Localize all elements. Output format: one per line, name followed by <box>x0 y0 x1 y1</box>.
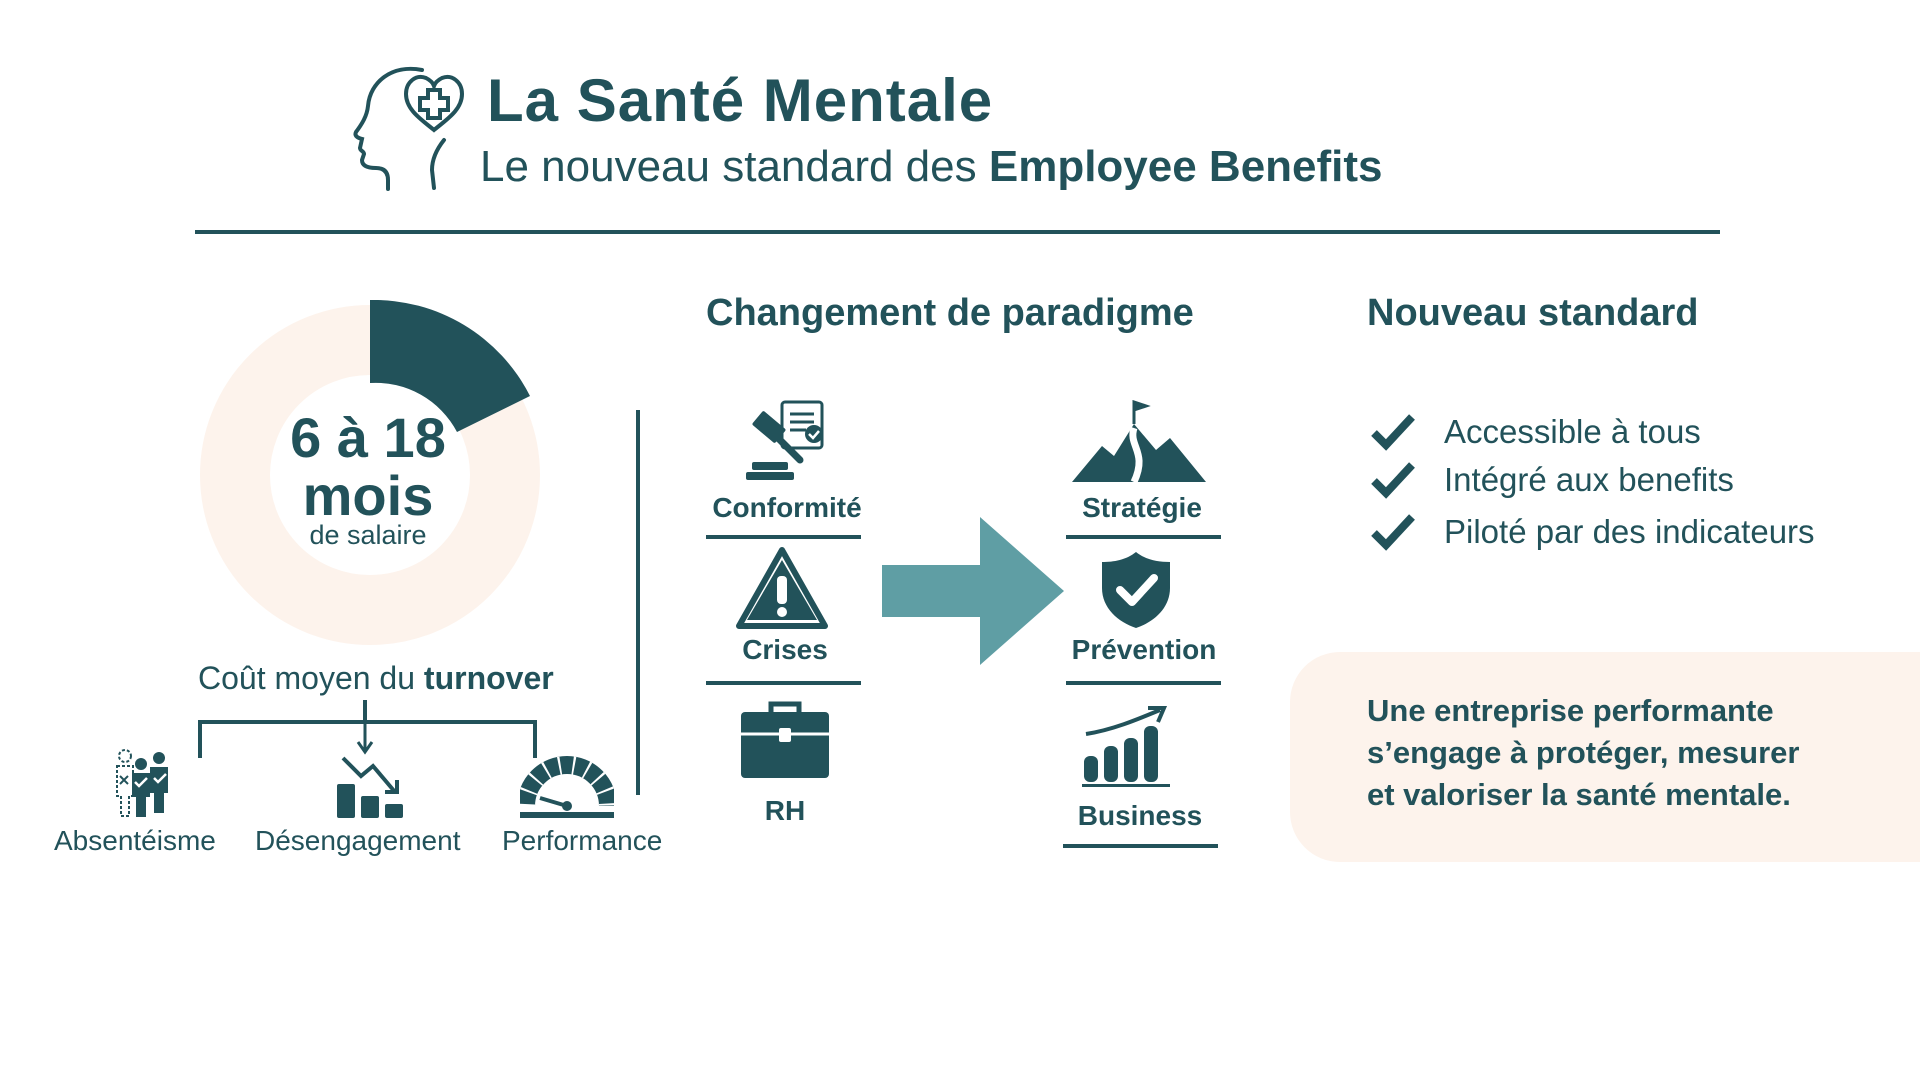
turnover-bracket <box>195 700 545 760</box>
warning-icon <box>735 546 829 630</box>
quote-line: Une entreprise performante <box>1367 693 1774 728</box>
shield-check-icon <box>1100 550 1172 630</box>
standard-item-label: Accessible à tous <box>1444 413 1701 450</box>
absenteeism-icon <box>113 748 173 820</box>
quote-line: s’engage à protéger, mesurer <box>1367 735 1800 770</box>
page-title: La Santé Mentale <box>487 67 994 134</box>
checkmark-icon <box>1370 413 1416 451</box>
paradigm-arrow-icon <box>880 515 1066 667</box>
standard-item <box>1370 513 1815 551</box>
from-label-hr: RH <box>764 795 806 826</box>
from-divider-2 <box>706 681 861 685</box>
checkmark-icon <box>1370 461 1416 499</box>
standard-item <box>1370 413 1701 451</box>
turnover-cost-label: Coût moyen du turnover <box>198 660 554 696</box>
checkmark-icon <box>1370 513 1416 551</box>
impact-label-performance: Performance <box>502 825 663 856</box>
page-subtitle: Le nouveau standard des Employee Benefits <box>480 142 1383 191</box>
quote-text <box>1367 690 1799 816</box>
to-label-strategy: Stratégie <box>1082 492 1202 523</box>
impact-label-disengagement: Désengagement <box>255 825 461 856</box>
vertical-divider <box>636 410 640 795</box>
declining-chart-icon <box>337 752 407 818</box>
growth-chart-icon <box>1082 704 1172 788</box>
head-heart-icon <box>352 58 472 193</box>
to-label-prevention: Prévention <box>1071 634 1217 665</box>
standard-item-label: Piloté par des indicateurs <box>1444 513 1815 550</box>
paradigm-title: Changement de paradigme <box>706 292 1194 334</box>
impact-label-absenteeism: Absentéisme <box>54 825 216 856</box>
from-divider-1 <box>706 535 861 539</box>
to-divider-2 <box>1066 681 1221 685</box>
gavel-icon <box>742 398 830 484</box>
standard-item-label: Intégré aux benefits <box>1444 461 1734 498</box>
turnover-unit-months: mois <box>302 464 434 527</box>
mountain-flag-icon <box>1072 400 1206 484</box>
standard-title: Nouveau standard <box>1367 292 1699 334</box>
to-divider-3 <box>1063 844 1218 848</box>
from-label-compliance: Conformité <box>712 492 862 523</box>
to-divider-1 <box>1066 535 1221 539</box>
performance-gauge-icon <box>520 754 614 818</box>
turnover-unit-salary: de salaire <box>309 520 427 550</box>
turnover-value: 6 à 18 <box>290 406 446 469</box>
header-divider <box>195 230 1720 234</box>
quote-line: et valoriser la santé mentale. <box>1367 777 1791 812</box>
standard-item <box>1370 461 1734 499</box>
from-label-crises: Crises <box>742 634 828 665</box>
briefcase-icon <box>739 700 831 780</box>
to-label-business: Business <box>1077 800 1203 831</box>
